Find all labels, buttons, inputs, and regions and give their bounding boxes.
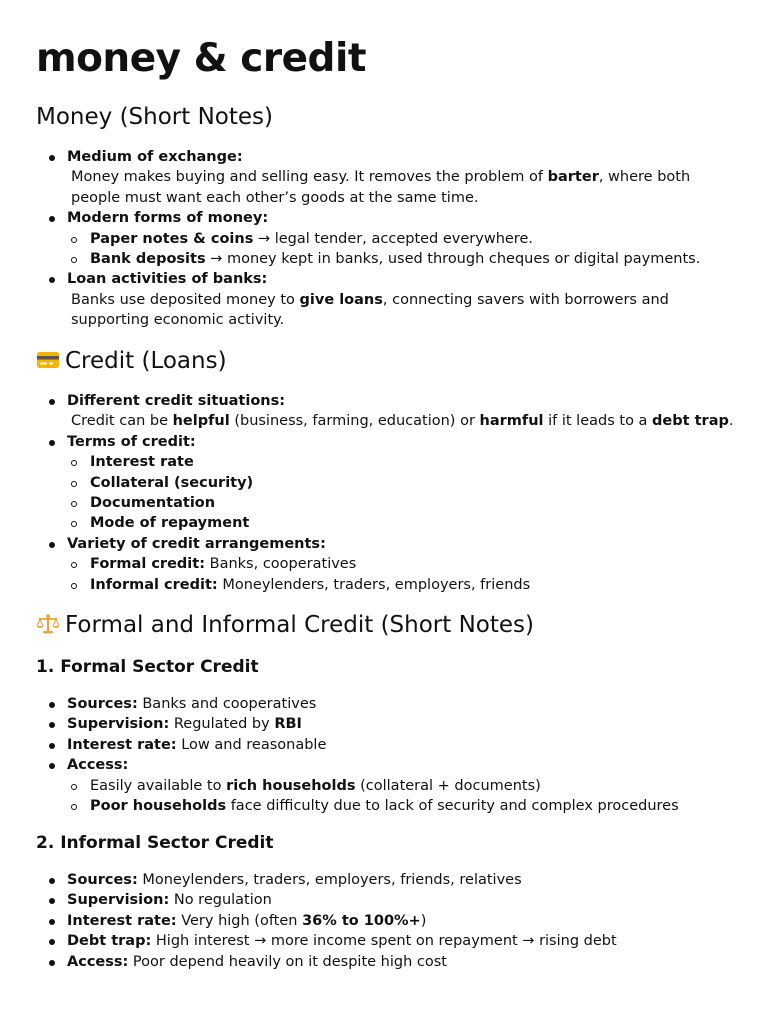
formal-list — [36, 694, 736, 816]
section-heading-money: Money (Short Notes) — [36, 104, 273, 130]
list-item: Loan activities of banks: Banks use deposited money to give loans, connecting savers with borrowers and supporting economic activity. — [36, 269, 736, 330]
subheading-formal: 1. Formal Sector Credit — [36, 657, 259, 677]
list-item: Mode of repayment — [36, 513, 736, 533]
list-item: Interest rate — [36, 452, 736, 472]
list-item: Access: Poor depend heavily on it despite high cost — [36, 952, 736, 972]
section-heading-credit: Credit (Loans) — [36, 346, 227, 376]
list-item: Sources: Banks and cooperatives — [36, 694, 736, 714]
list-item: Bank deposits → money kept in banks, used through cheques or digital payments. — [36, 249, 736, 269]
informal-list — [36, 870, 736, 972]
list-item: Easily available to rich households (collateral + documents) — [36, 776, 736, 796]
list-item: Paper notes & coins → legal tender, accepted everywhere. — [36, 229, 736, 249]
list-item: Variety of credit arrangements: — [36, 534, 736, 554]
list-item: Medium of exchange: Money makes buying and selling easy. It removes the problem of barter, where both people must want each other’s goods at the same time. — [36, 147, 736, 208]
subheading-informal: 2. Informal Sector Credit — [36, 833, 274, 853]
credit-list — [36, 391, 736, 595]
list-item: Access: — [36, 755, 736, 775]
list-item: Formal credit: Banks, cooperatives — [36, 554, 736, 574]
list-item: Interest rate: Low and reasonable — [36, 735, 736, 755]
list-item: Collateral (security) — [36, 473, 736, 493]
list-item: Poor households face difficulty due to lack of security and complex procedures — [36, 796, 736, 816]
money-list — [36, 147, 736, 331]
page-title: money & credit — [36, 36, 366, 81]
credit-card-icon — [36, 349, 60, 371]
list-item: Terms of credit: — [36, 432, 736, 452]
list-item: Debt trap: High interest → more income spent on repayment → rising debt — [36, 931, 736, 951]
list-item: Supervision: Regulated by RBI — [36, 714, 736, 734]
list-item: Sources: Moneylenders, traders, employers, friends, relatives — [36, 870, 736, 890]
balance-scale-icon — [36, 613, 60, 635]
section-heading-formal-informal: Formal and Informal Credit (Short Notes) — [36, 610, 534, 640]
list-item: Interest rate: Very high (often 36% to 100%+) — [36, 911, 736, 931]
list-item: Informal credit: Moneylenders, traders, employers, friends — [36, 575, 736, 595]
list-item: Documentation — [36, 493, 736, 513]
list-item: Different credit situations: Credit can be helpful (business, farming, education) or harmful if it leads to a debt trap. — [36, 391, 736, 432]
list-item: Modern forms of money: — [36, 208, 736, 228]
list-item: Supervision: No regulation — [36, 890, 736, 910]
